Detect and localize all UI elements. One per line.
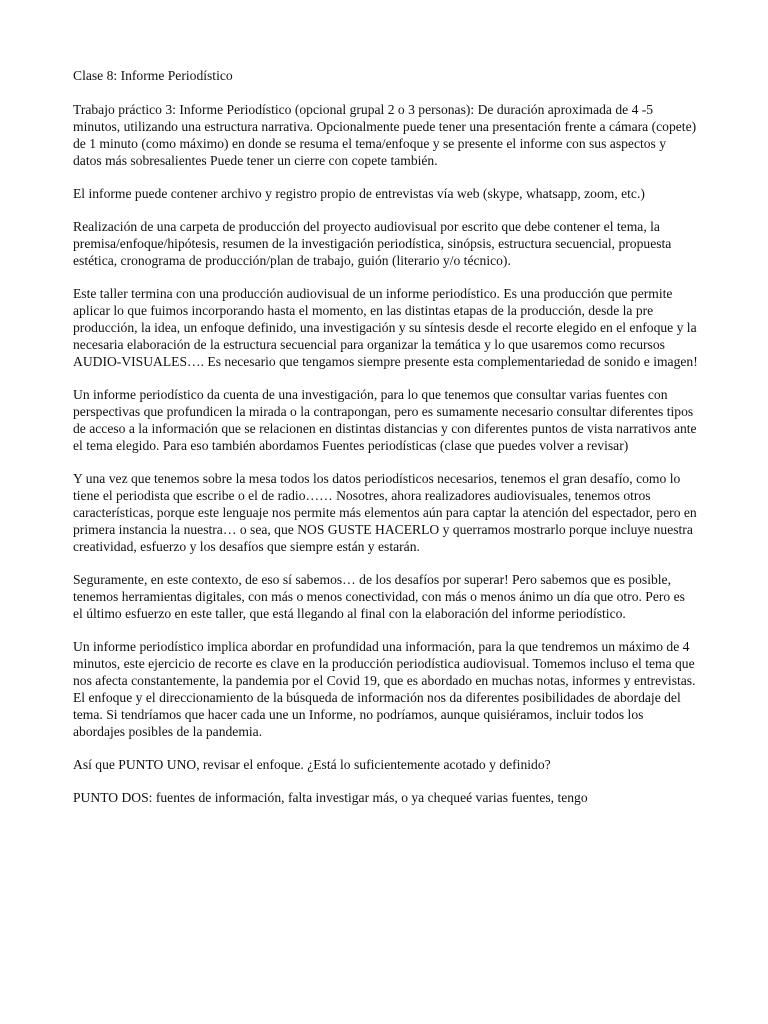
paragraph-carpeta-produccion: Realización de una carpeta de producción del proyecto audiovisual por escrito que debe contener el tema, la premisa/enfoque/hipótesis, resumen de la investigación periodística, sinópsis, estructura secuencial, propuesta estética, cronograma de producción/plan de trabajo, guión (literario y/o técnico). bbox=[73, 219, 672, 268]
paragraph-punto-uno: Así que PUNTO UNO, revisar el enfoque. ¿Está lo suficientemente acotado y definido? bbox=[73, 757, 551, 772]
paragraph-taller: Este taller termina con una producción audiovisual de un informe periodístico. Es una producción que permite aplicar lo que fuimos incorporando hasta el momento, en las distintas etapas de la producción, desde la pre producción, la idea, un enfoque definido, una investigación y su síntesis desde el recorte elegido en el enfoque y la necesaria elaboración de la estructura secuencial para organizar la temática y lo que usaremos como recursos AUDIO-VISUALES…. Es necesario que tengamos siempre presente esta complementariedad de sonido e imagen! bbox=[73, 286, 698, 369]
paragraph-informe-investigacion: Un informe periodístico da cuenta de una investigación, para lo que tenemos que consultar varias fuentes con perspectivas que profundicen la mirada o la contrapongan, pero es sumamente necesario consultar diferentes tipos de acceso a la información que se relacionen en distintas distancias y con diferentes puntos de vista narrativos ante el tema elegido. Para eso también abordamos Fuentes periodísticas (clase que puedes volver a revisar) bbox=[73, 387, 697, 453]
paragraph-archivo-registro: El informe puede contener archivo y registro propio de entrevistas vía web (skype, whatsapp, zoom, etc.) bbox=[73, 186, 645, 201]
paragraph-profundidad: Un informe periodístico implica abordar en profundidad una información, para la que tendremos un máximo de 4 minutos, este ejercicio de recorte es clave en la producción periodística audiovisual. Tomemos incluso el tema que nos afecta constantemente, la pandemia por el Covid 19, que es abordado en muchas notas, informes y entrevistas. El enfoque y el direccionamiento de la búsqueda de información nos da diferentes posibilidades de abordaje del tema. Si tendríamos que hacer cada une un Informe, no podríamos, aunque quisiéramos, incluir todos los abordajes posibles de la pandemia. bbox=[73, 639, 696, 739]
paragraph-trabajo-practico: Trabajo práctico 3: Informe Periodístico (opcional grupal 2 o 3 personas): De duración aproximada de 4 -5 minutos, utilizando una estructura narrativa. Opcionalmente puede tener una presentación frente a cámara (copete) de 1 minuto (como máximo) en donde se resuma el tema/enfoque y se presente el informe con sus aspectos y datos más sobresalientes Puede tener un cierre con copete también. bbox=[73, 102, 697, 168]
document-body bbox=[73, 67, 698, 822]
paragraph-punto-dos: PUNTO DOS: fuentes de información, falta investigar más, o ya chequeé varias fuentes, tengo bbox=[73, 790, 588, 805]
paragraph-contexto: Seguramente, en este contexto, de eso sí sabemos… de los desafíos por superar! Pero sabemos que es posible, tenemos herramientas digitales, con más o menos conectividad, con más o menos ánimo un día que otro. Pero es el último esfuerzo en este taller, que está llegando al final con la elaboración del informe periodístico. bbox=[73, 572, 685, 621]
paragraph-desafio: Y una vez que tenemos sobre la mesa todos los datos periodísticos necesarios, tenemos el gran desafío, como lo tiene el periodista que escribe o el de radio…… Nosotres, ahora realizadores audiovisuales, tenemos otros características, porque este lenguaje nos permite más elementos aún para captar la atención del espectador, pero en primera instancia la nuestra… o sea, que NOS GUSTE HACERLO y querramos mostrarlo porque incluye nuestra creatividad, esfuerzo y los desafíos que siempre están y estarán. bbox=[73, 471, 697, 554]
document-title: Clase 8: Informe Periodístico bbox=[73, 68, 233, 83]
